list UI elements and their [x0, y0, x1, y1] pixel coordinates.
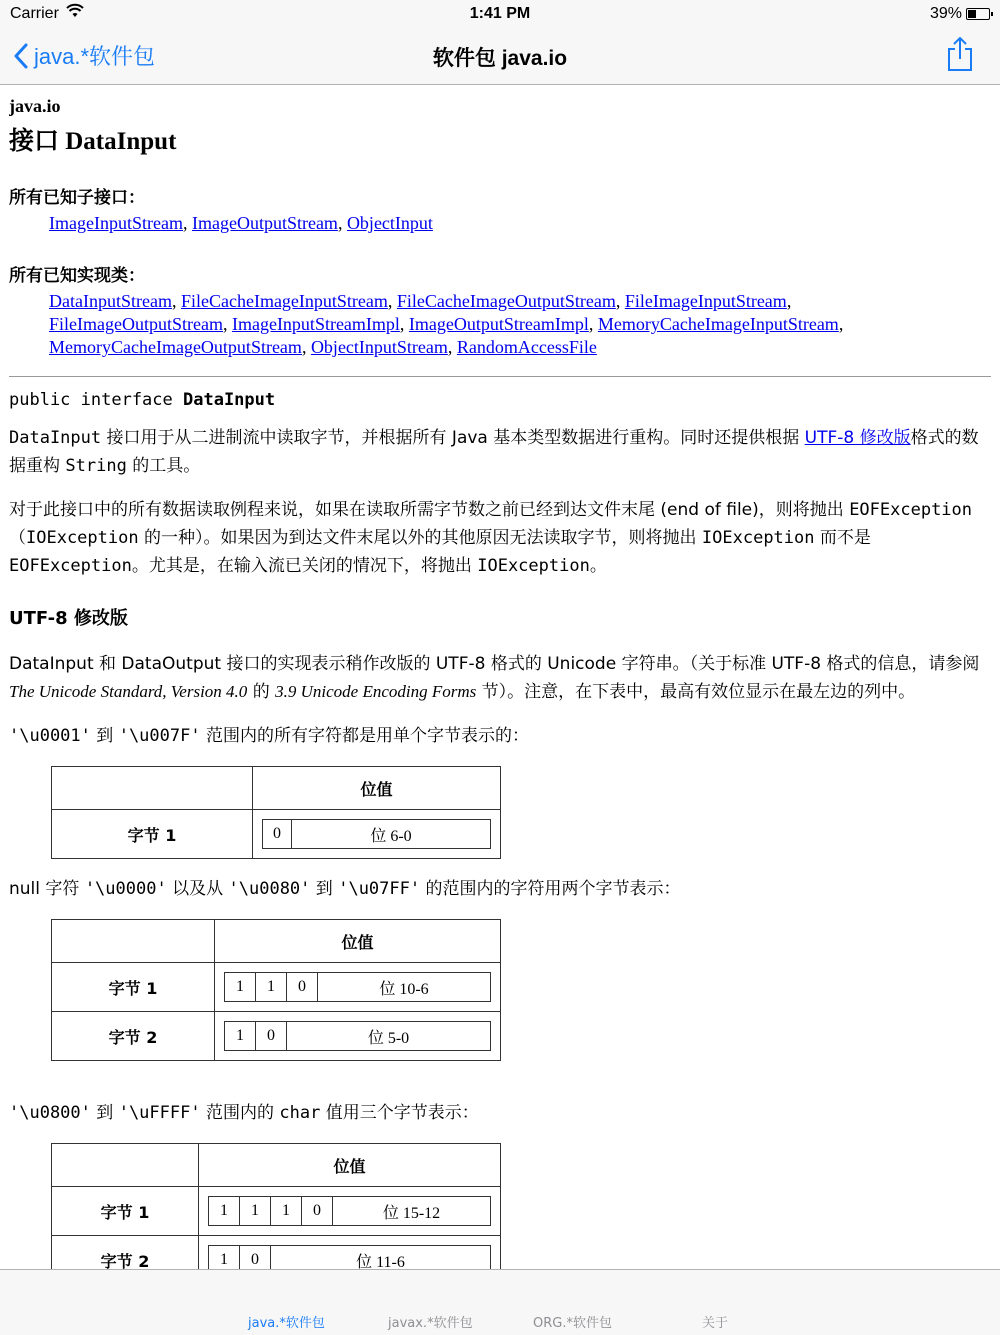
code-text: '\u0000' — [84, 879, 167, 899]
tab-java-packages[interactable]: java.*软件包 — [248, 1316, 325, 1331]
bit-cell: 1 — [209, 1246, 240, 1270]
two-byte-paragraph — [9, 875, 991, 903]
subinterfaces-list: ImageInputStream, ImageOutputStream, ObjectInput — [49, 213, 433, 233]
code-text: String — [65, 456, 127, 476]
text: 到 — [310, 879, 339, 899]
impl-classes-list: DataInputStream, FileCacheImageInputStream, FileCacheImageOutputStream, FileImageInputStream, FileImageOutputStream, ImageInputStreamImpl, ImageOutputStreamImpl, MemoryCacheImageInputStream, MemoryCacheImageOutputStream, ObjectInputStream, RandomAccessFile — [49, 291, 844, 357]
impl-classes-label: 所有已知实现类： — [9, 266, 145, 286]
bit-cell: 0 — [263, 820, 292, 849]
utf8-paragraph — [9, 650, 991, 706]
bit-cell: 1 — [209, 1197, 240, 1226]
link-impl-class[interactable]: FileCacheImageInputStream — [180, 291, 388, 311]
text: 范围内的 — [200, 1103, 280, 1123]
interface-declaration — [9, 390, 991, 410]
subinterfaces-label: 所有已知子接口： — [9, 188, 145, 208]
code-text: IOException — [701, 528, 815, 548]
text: 范围内的所有字符都是用单个字节表示的： — [200, 726, 529, 746]
text: 的范围内的字符用两个字节表示： — [420, 879, 681, 899]
link-impl-class[interactable]: ImageInputStreamImpl — [231, 314, 400, 334]
link-impl-class[interactable]: FileImageInputStream — [624, 291, 787, 311]
link-impl-class[interactable]: MemoryCacheImageInputStream — [597, 314, 839, 334]
bit-cell: 1 — [271, 1197, 302, 1226]
bit-cell: 1 — [225, 973, 256, 1002]
code-text: '\u0800' — [9, 1103, 91, 1123]
text: 的工具。 — [126, 456, 201, 476]
status-bar — [0, 0, 1000, 28]
text: （ — [9, 528, 26, 548]
package-name: java.io — [9, 96, 61, 116]
byte-label: 字节 1 — [52, 810, 253, 859]
code-text: EOFException — [9, 556, 132, 576]
code-text: '\u0080' — [228, 879, 311, 899]
text: null 字符 — [9, 879, 85, 899]
code-text: '\u007F' — [118, 726, 201, 746]
bit-cell: 1 — [240, 1197, 271, 1226]
battery-percent: 39% — [929, 5, 962, 22]
tab-org-packages[interactable]: ORG.*软件包 — [533, 1316, 612, 1331]
text: 到 — [90, 726, 119, 746]
page-title: 软件包 java.io — [432, 47, 568, 70]
bit-cell: 1 — [256, 973, 287, 1002]
description-paragraph — [9, 424, 991, 480]
text: 的 — [247, 682, 276, 702]
code-text: char — [279, 1103, 321, 1123]
bit-cell: 1 — [225, 1022, 256, 1051]
document-content — [9, 84, 991, 1269]
bit-cell: 0 — [240, 1246, 271, 1270]
text: 。 — [589, 556, 607, 576]
code-text: '\uFFFF' — [118, 1103, 201, 1123]
text: 对于此接口中的所有数据读取例程来说，如果在读取所需字节数之前已经到达文件末尾 (end of file)，则将抛出 — [9, 500, 850, 520]
encoding-table-1byte — [51, 766, 991, 859]
byte-label: 字节 2 — [52, 1012, 215, 1061]
code-text: EOFException — [849, 500, 973, 520]
code-text: '\u0001' — [9, 726, 91, 746]
navigation-bar — [0, 28, 1000, 85]
link-subinterface[interactable]: ObjectInput — [346, 213, 433, 233]
divider — [9, 376, 991, 377]
text: 。尤其是，在输入流已关闭的情况下，将抛出 — [131, 556, 478, 576]
emphasis: 3.9 Unicode Encoding Forms — [275, 682, 477, 701]
text: 以及从 — [166, 879, 229, 899]
text: 格式的数据重构 — [9, 428, 979, 476]
encoding-table-3byte — [51, 1143, 991, 1269]
text: 接口用于从二进制流中读取字节，并根据所有 Java 基本类型数据进行重构。同时还提供根据 — [101, 428, 805, 448]
link-impl-class[interactable]: FileImageOutputStream — [49, 314, 223, 334]
code-text: IOException — [26, 528, 139, 548]
link-impl-class[interactable]: DataInputStream — [49, 291, 172, 311]
three-byte-paragraph — [9, 1099, 991, 1127]
text: 的一种）。如果因为到达文件末尾以外的其他原因无法读取字节，则将抛出 — [138, 528, 702, 548]
link-impl-class[interactable]: ImageOutputStreamImpl — [408, 314, 589, 334]
decl-keyword: public interface — [9, 390, 183, 410]
clock: 1:41 PM — [469, 5, 531, 22]
byte-label: 字节 2 — [52, 1236, 199, 1270]
emphasis: The Unicode Standard, Version 4.0 — [9, 682, 248, 701]
text: 到 — [90, 1103, 119, 1123]
link-subinterface[interactable]: ImageInputStream — [49, 213, 183, 233]
bit-cell: 0 — [256, 1022, 287, 1051]
tab-bar — [0, 1269, 1000, 1335]
bits-header: 位值 — [215, 920, 501, 963]
utf8-heading: UTF-8 修改版 — [9, 608, 128, 629]
code-text: '\u07FF' — [338, 879, 421, 899]
carrier-label: Carrier — [10, 5, 59, 22]
link-impl-class[interactable]: FileCacheImageOutputStream — [396, 291, 616, 311]
tab-about[interactable]: 关于 — [702, 1316, 729, 1331]
bit-range: 位 15-12 — [333, 1197, 491, 1226]
text: 值用三个字节表示： — [320, 1103, 479, 1123]
bit-range: 位 5-0 — [287, 1022, 491, 1051]
bits-header: 位值 — [199, 1144, 501, 1187]
link-utf8-modified[interactable]: UTF-8 修改版 — [804, 428, 911, 448]
bit-cell: 0 — [302, 1197, 333, 1226]
battery-status — [930, 5, 990, 23]
encoding-table-2byte — [51, 919, 991, 1061]
battery-icon — [966, 8, 990, 20]
byte-label: 字节 1 — [52, 963, 215, 1012]
tab-javax-packages[interactable]: javax.*软件包 — [388, 1316, 473, 1331]
bit-range: 位 11-6 — [271, 1246, 491, 1270]
single-byte-paragraph — [9, 722, 991, 750]
link-impl-class[interactable]: RandomAccessFile — [456, 337, 597, 357]
text: 而不是 — [814, 528, 871, 548]
link-impl-class[interactable]: ObjectInputStream — [310, 337, 448, 357]
decl-name: DataInput — [183, 390, 276, 410]
bits-header: 位值 — [253, 767, 501, 810]
link-impl-class[interactable]: MemoryCacheImageOutputStream — [49, 337, 302, 357]
code-text: IOException — [477, 556, 590, 576]
back-button-label: java.*软件包 — [34, 44, 156, 69]
bit-cell: 0 — [287, 973, 318, 1002]
bit-range: 位 10-6 — [318, 973, 491, 1002]
text: DataInput 和 DataOutput 接口的实现表示稍作改版的 UTF-8 格式的 Unicode 字符串。（关于标准 UTF-8 格式的信息，请参阅 — [9, 654, 980, 674]
byte-label: 字节 1 — [52, 1187, 199, 1236]
text: 节）。注意，在下表中，最高有效位显示在最左边的列中。 — [476, 682, 916, 702]
interface-title: 接口 DataInput — [9, 128, 177, 155]
bit-range: 位 6-0 — [292, 820, 491, 849]
share-icon[interactable] — [946, 36, 974, 77]
link-subinterface[interactable]: ImageOutputStream — [191, 213, 338, 233]
code-text: DataInput — [9, 428, 102, 448]
exception-paragraph — [9, 496, 991, 580]
